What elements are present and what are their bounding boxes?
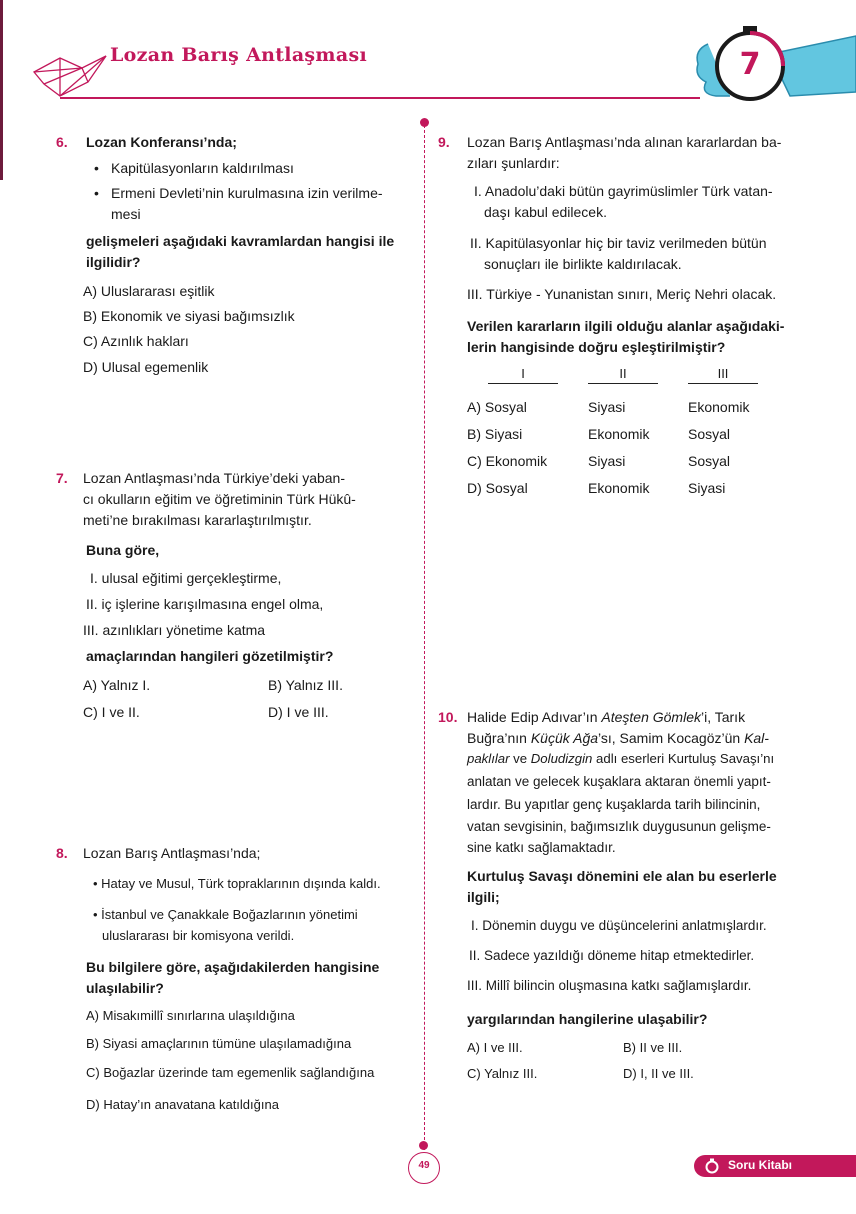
page-number-badge xyxy=(408,1152,440,1184)
question-number: 10. xyxy=(438,709,458,725)
book-label-badge xyxy=(694,1155,856,1177)
answer-option-b[interactable]: B) Ekonomik ve siyasi bağımsızlık xyxy=(83,308,295,324)
statement-item: daşı kabul edilecek. xyxy=(484,204,607,220)
question-stem: Bu bilgilere göre, aşağıdakilerden hangisine xyxy=(86,959,380,975)
column-divider xyxy=(424,120,425,1150)
header-rule xyxy=(60,97,700,99)
answer-option-c[interactable]: C) Boğazlar üzerinde tam egemenlik sağlandığına xyxy=(86,1065,375,1080)
bullet-item: uluslararası bir komisyona verildi. xyxy=(102,928,295,943)
answer-option-c[interactable]: C) I ve II. xyxy=(83,704,140,720)
origami-bird-icon xyxy=(30,52,110,102)
statement-item: sonuçları ile birlikte kaldırılacak. xyxy=(484,256,682,272)
answer-option-b[interactable]: B) Siyasi amaçlarının tümüne ulaşılamadığına xyxy=(86,1036,352,1051)
question-number: 9. xyxy=(438,134,450,150)
answer-option-d[interactable]: D) Ulusal egemenlik xyxy=(83,359,209,375)
answer-option-c[interactable]: C) Yalnız III. xyxy=(467,1066,538,1081)
answer-option-d[interactable]: D) Sosyal xyxy=(467,480,528,496)
bullet-mark: • xyxy=(94,185,99,201)
statement-item: I. Dönemin duygu ve düşüncelerini anlatmışlardır. xyxy=(471,918,767,933)
question-text: Lozan Antlaşması’nda Türkiye’deki yaban- xyxy=(83,470,346,486)
question-stem: gelişmeleri aşağıdaki kavramlardan hangisi ile xyxy=(86,233,395,249)
header-underline xyxy=(588,383,658,384)
table-cell: Ekonomik xyxy=(688,399,750,415)
answer-option-a[interactable]: A) Yalnız I. xyxy=(83,677,151,693)
answer-option-b[interactable]: B) Siyasi xyxy=(467,426,523,442)
question-lead: Lozan Barış Antlaşması’nda; xyxy=(83,845,261,861)
question-text-line: paklılar ve Doludizgin adlı eserleri Kurtuluş Savaşı’nı xyxy=(467,751,775,766)
answer-option-d[interactable]: D) I, II ve III. xyxy=(623,1066,694,1081)
question-number: 6. xyxy=(56,134,68,150)
question-number: 8. xyxy=(56,845,68,861)
table-cell: Ekonomik xyxy=(588,426,650,442)
bullet-item: mesi xyxy=(111,206,141,222)
divider-dot-bottom xyxy=(419,1141,428,1150)
header-underline xyxy=(488,383,558,384)
question-text-line: sine katkı sağlamaktadır. xyxy=(467,840,616,855)
question-text: cı okulların eğitim ve öğretiminin Türk Hükû- xyxy=(83,491,356,507)
question-text-line: vatan sevgisinin, bağımsızlık duygusunun gelişme- xyxy=(467,819,771,834)
page-title: Lozan Barış Antlaşması xyxy=(110,44,367,66)
table-cell: Siyasi xyxy=(588,453,626,469)
question-stem: ilgili; xyxy=(467,889,500,905)
answer-option-d[interactable]: D) I ve III. xyxy=(268,704,329,720)
table-cell: Siyasi xyxy=(688,480,726,496)
statement-item: III. Millî bilincin oluşmasına katkı sağlamışlardır. xyxy=(467,978,752,993)
answer-option-c[interactable]: C) Ekonomik xyxy=(467,453,548,469)
statement-item: I. Anadolu’daki bütün gayrimüslimler Türk vatan- xyxy=(474,183,773,199)
left-edge-bar xyxy=(0,0,3,180)
question-stem: Kurtuluş Savaşı dönemini ele alan bu eserlerle xyxy=(467,868,777,884)
table-header-ii: II xyxy=(619,366,627,381)
question-text: Lozan Barış Antlaşması’nda alınan kararlardan ba- xyxy=(467,134,782,150)
table-cell: Siyasi xyxy=(588,399,626,415)
unit-number: 7 xyxy=(739,47,761,82)
bullet-item: • Hatay ve Musul, Türk topraklarının dışında kaldı. xyxy=(93,876,381,891)
answer-option-a[interactable]: A) Sosyal xyxy=(467,399,527,415)
bullet-item: • İstanbul ve Çanakkale Boğazlarının yönetimi xyxy=(93,907,358,922)
question-stem: lerin hangisinde doğru eşleştirilmiştir? xyxy=(467,339,726,355)
question-stem: ilgilidir? xyxy=(86,254,141,270)
statement-item: II. iç işlerine karışılmasına engel olma, xyxy=(86,596,324,612)
divider-dot-top xyxy=(420,118,429,127)
question-text-line: Halide Edip Adıvar’ın Ateşten Gömlek’i, Tarık xyxy=(467,709,746,725)
table-header-i: I xyxy=(521,366,525,381)
stopwatch-hand-icon xyxy=(690,14,856,106)
bullet-mark: • xyxy=(94,160,99,176)
answer-option-c[interactable]: C) Azınlık hakları xyxy=(83,333,189,349)
question-text: meti’ne bırakılması kararlaştırılmıştır. xyxy=(83,512,312,528)
question-text-line: Buğra’nın Küçük Ağa’sı, Samim Kocagöz’ün Kal- xyxy=(467,730,769,746)
answer-option-b[interactable]: B) Yalnız III. xyxy=(268,677,343,693)
statement-item: III. azınlıkları yönetime katma xyxy=(83,622,266,638)
question-lead: Buna göre, xyxy=(86,542,160,558)
question-text: zıları şunlardır: xyxy=(467,155,560,171)
page-number: 49 xyxy=(418,1160,430,1171)
statement-item: II. Kapitülasyonlar hiç bir taviz verilmeden bütün xyxy=(470,235,767,251)
question-stem: Verilen kararların ilgili olduğu alanlar aşağıdaki- xyxy=(467,318,785,334)
table-cell: Sosyal xyxy=(688,453,731,469)
statement-item: III. Türkiye - Yunanistan sınırı, Meriç Nehri olacak. xyxy=(467,286,777,302)
statement-item: I. ulusal eğitimi gerçekleştirme, xyxy=(90,570,282,586)
question-stem: ulaşılabilir? xyxy=(86,980,164,996)
bullet-item: Ermeni Devleti’nin kurulmasına izin verilme- xyxy=(111,185,383,201)
statement-item: II. Sadece yazıldığı döneme hitap etmektedirler. xyxy=(469,948,755,963)
question-lead: Lozan Konferansı’nda; xyxy=(86,134,237,150)
question-text-line: lardır. Bu yapıtlar genç kuşaklarda tarih bilincinin, xyxy=(467,797,761,812)
answer-option-b[interactable]: B) II ve III. xyxy=(623,1040,683,1055)
table-cell: Sosyal xyxy=(688,426,731,442)
answer-option-d[interactable]: D) Hatay’ın anavatana katıldığına xyxy=(86,1097,279,1112)
bullet-item: Kapitülasyonların kaldırılması xyxy=(111,160,294,176)
answer-option-a[interactable]: A) Misakımillî sınırlarına ulaşıldığına xyxy=(86,1008,295,1023)
book-label: Soru Kitabı xyxy=(728,1158,793,1172)
table-header-iii: III xyxy=(717,366,729,381)
question-stem: yargılarından hangilerine ulaşabilir? xyxy=(467,1011,708,1027)
answer-option-a[interactable]: A) Uluslararası eşitlik xyxy=(83,283,215,299)
question-text-line: anlatan ve gelecek kuşaklara aktaran önemli yapıt- xyxy=(467,774,771,789)
header-underline xyxy=(688,383,758,384)
answer-option-a[interactable]: A) I ve III. xyxy=(467,1040,523,1055)
stopwatch-icon xyxy=(704,1158,720,1174)
question-stem: amaçlarından hangileri gözetilmiştir? xyxy=(86,648,334,664)
question-number: 7. xyxy=(56,470,68,486)
table-cell: Ekonomik xyxy=(588,480,650,496)
